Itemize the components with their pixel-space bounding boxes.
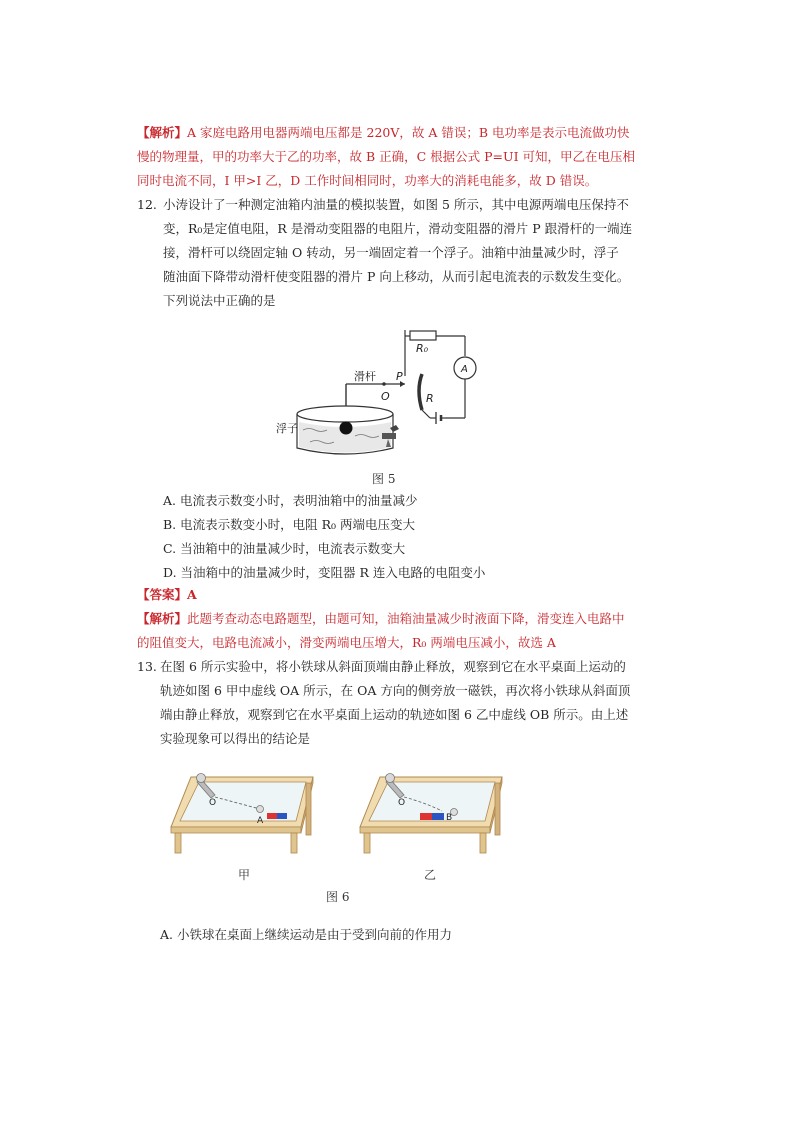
- steel-ball-start: [197, 774, 206, 783]
- float-ball: [340, 422, 353, 435]
- label-B: B: [446, 813, 453, 823]
- q12-answer-value: A: [187, 587, 197, 602]
- q13-number: 13.: [137, 659, 157, 674]
- q12-analysis-label: 【解析】: [137, 611, 188, 626]
- q12-option-a: A. 电流表示数变小时，表明油箱中的油量减少: [163, 493, 418, 508]
- label-P: P: [396, 370, 403, 383]
- figure-5-caption: 图 5: [372, 472, 396, 486]
- label-O: O: [381, 390, 390, 403]
- label-O-left: O: [209, 798, 217, 808]
- q12-answer-label: 【答案】: [137, 587, 188, 602]
- steel-ball-A: [257, 806, 264, 813]
- q12-stem-line-4: 随油面下降带动滑杆使变阻器的滑片 P 向上移动，从而引起电流表的示数发生变化。: [163, 269, 630, 284]
- figure-6-left-caption: 甲: [238, 868, 251, 882]
- q12-stem-line-2: 变，R₀是定值电阻，R 是滑动变阻器的电阻片，滑动变阻器的滑片 P 跟滑杆的一端连: [163, 221, 633, 236]
- q11-analysis-label: 【解析】: [137, 125, 188, 140]
- figure-6-left-table: [165, 765, 325, 860]
- steel-ball-start: [386, 774, 395, 783]
- q12-number: 12.: [137, 197, 157, 212]
- figure-6-right-caption: 乙: [424, 868, 437, 882]
- resistor-R0-symbol: [410, 331, 436, 340]
- label-R0: R₀: [416, 342, 429, 355]
- label-O-right: O: [398, 798, 406, 808]
- label-float: 浮子: [276, 422, 298, 435]
- q12-stem-line-5: 下列说法中正确的是: [163, 293, 276, 308]
- q13-stem-line-2: 轨迹如图 6 甲中虚线 OA 所示，在 OA 方向的侧旁放一磁铁，再次将小铁球从斜面顶: [160, 683, 631, 698]
- q12-option-b: B. 电流表示数变小时，电阻 R₀ 两端电压变大: [163, 517, 416, 532]
- label-A: A: [257, 816, 264, 826]
- figure-6-right-table: [354, 765, 514, 860]
- rheostat-R-symbol: [419, 374, 422, 410]
- label-slider: 滑杆: [354, 370, 376, 383]
- q12-option-c: C. 当油箱中的油量减少时，电流表示数变大: [163, 541, 406, 556]
- q12-analysis-line-2: 的阻值变大，电路电流减小，滑变两端电压增大，R₀ 两端电压减小，故选 A: [137, 635, 556, 650]
- oil-tank: [297, 406, 393, 422]
- q12-analysis-line-1: 【解析】此题考查动态电路题型，由题可知，油箱油量减少时液面下降，滑变连入电路中: [137, 611, 625, 626]
- q11-analysis-line-3: 同时电流不同，I 甲>I 乙，D 工作时间相同时，功率大的消耗电能多，故 D 错误。: [137, 173, 598, 188]
- q12-stem-line-1: 小涛设计了一种测定油箱内油量的模拟装置，如图 5 所示，其中电源两端电压保持不: [163, 197, 629, 212]
- figure-6-caption: 图 6: [326, 890, 350, 904]
- magnet: [420, 813, 432, 820]
- magnet: [267, 813, 277, 819]
- label-R: R: [426, 392, 434, 405]
- q11-analysis-line-2: 慢的物理量，甲的功率大于乙的功率，故 B 正确，C 根据公式 P=UI 可知，甲乙在电压相: [137, 149, 635, 164]
- q13-stem-line-3: 端由静止释放，观察到它在水平桌面上运动的轨迹如图 6 乙中虚线 OB 所示。由上述: [160, 707, 629, 722]
- q11-analysis-line-1: 【解析】A 家庭电路用电器两端电压都是 220V，故 A 错误；B 电功率是表示电流做功快: [137, 125, 630, 140]
- figure-5-oil-gauge-diagram: [270, 318, 500, 488]
- q12-stem-line-3: 接，滑杆可以绕固定轴 O 转动，另一端固定着一个浮子。油箱中油量减少时，浮子: [163, 245, 619, 260]
- q13-stem-line-1: 在图 6 所示实验中，将小铁球从斜面顶端由静止释放，观察到它在水平桌面上运动的: [160, 659, 626, 674]
- q12-answer: [137, 582, 197, 608]
- q13-option-a: A. 小铁球在桌面上继续运动是由于受到向前的作用力: [160, 927, 452, 942]
- q13-stem-line-4: 实验现象可以得出的结论是: [160, 731, 311, 746]
- q12-option-d: D. 当油箱中的油量减少时，变阻器 R 连入电路的电阻变小: [163, 565, 486, 580]
- label-A: A: [461, 364, 468, 375]
